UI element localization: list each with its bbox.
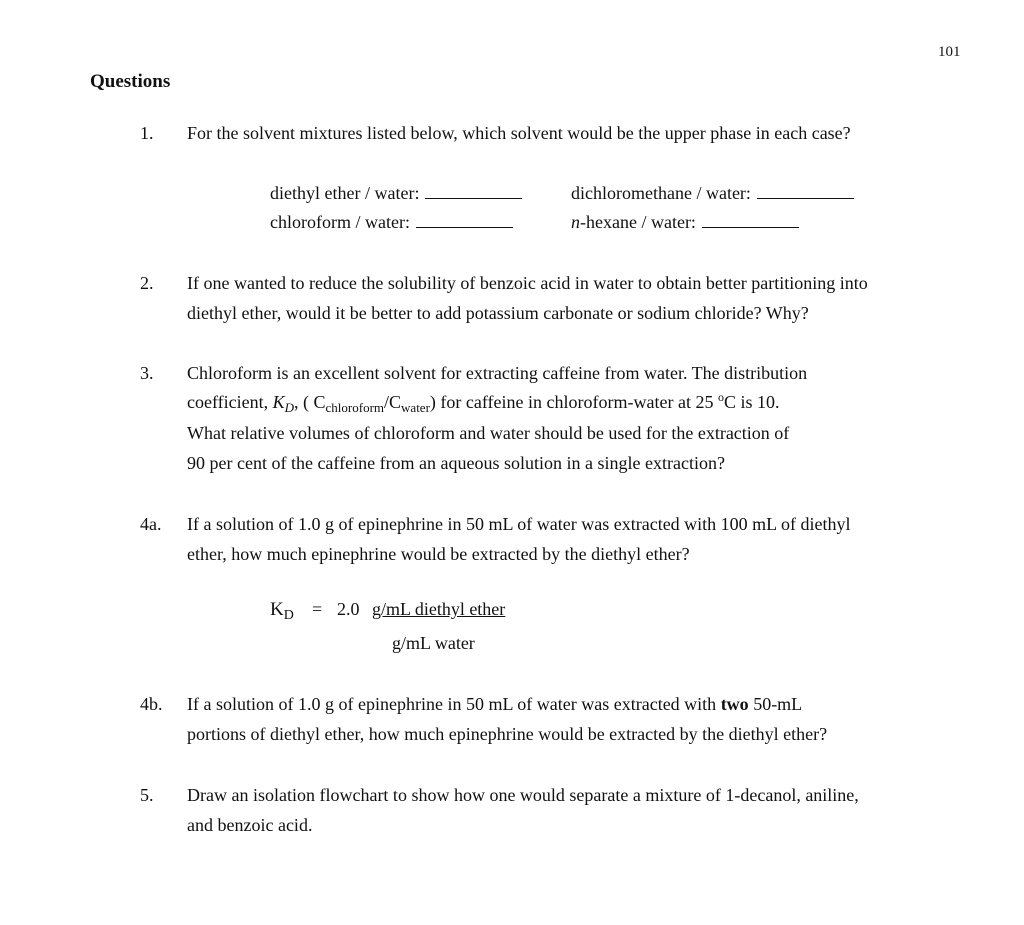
text-segment: 50-mL xyxy=(748,694,803,714)
answer-blank xyxy=(425,184,522,199)
water-subscript: water xyxy=(401,400,430,415)
kd-value: 2.0 xyxy=(337,599,360,619)
text-segment: /C xyxy=(384,392,402,412)
kd-subscript: D xyxy=(283,608,294,623)
pair-chloroform xyxy=(270,213,513,231)
answer-blank xyxy=(702,213,799,228)
question-4a-number: 4a. xyxy=(140,514,162,534)
kd-symbol: K xyxy=(272,392,285,412)
question-5-number: 5. xyxy=(140,785,154,805)
question-2-line: diethyl ether, would it be better to add potassium carbonate or sodium chloride? Why? xyxy=(187,303,809,323)
pair-chloroform-label: chloroform / water: xyxy=(270,212,410,232)
question-4b-line: portions of diethyl ether, how much epinephrine would be extracted by the diethyl ether? xyxy=(187,724,828,744)
question-3-line xyxy=(187,390,780,415)
text-segment: C is 10. xyxy=(723,392,780,412)
page-heading: Questions xyxy=(90,71,171,92)
answer-blank xyxy=(416,213,513,228)
text-segment: , ( C xyxy=(294,392,326,412)
chloroform-subscript: chloroform xyxy=(325,400,385,415)
degree-superscript: o xyxy=(717,390,724,404)
question-3-line: Chloroform is an excellent solvent for extracting caffeine from water. The distribution xyxy=(187,363,808,383)
text-segment: coefficient, xyxy=(187,392,273,412)
question-4a-line: ether, how much epinephrine would be extracted by the diethyl ether? xyxy=(187,544,690,564)
text-segment: ) for caffeine in chloroform-water at 25 xyxy=(429,392,718,412)
pair-dichloromethane xyxy=(571,184,854,202)
kd-subscript: D xyxy=(284,400,295,415)
pair-diethyl-ether xyxy=(270,184,522,202)
hexane-prefix: n xyxy=(571,212,580,232)
question-4a-line: If a solution of 1.0 g of epinephrine in 50 mL of water was extracted with 100 mL of diethyl xyxy=(187,514,851,534)
pair-dichloromethane-label: dichloromethane / water: xyxy=(571,183,751,203)
fraction-denominator: g/mL water xyxy=(392,633,475,653)
kd-symbol: K xyxy=(270,599,284,620)
question-2-number: 2. xyxy=(140,273,154,293)
fraction-numerator: g/mL diethyl ether xyxy=(372,599,506,619)
question-3-line: 90 per cent of the caffeine from an aqueous solution in a single extraction? xyxy=(187,453,725,473)
question-3-number: 3. xyxy=(140,363,154,383)
question-4b-number: 4b. xyxy=(140,694,163,714)
question-1-text: For the solvent mixtures listed below, which solvent would be the upper phase in each case? xyxy=(187,123,851,143)
question-3-line: What relative volumes of chloroform and water should be used for the extraction of xyxy=(187,423,790,443)
pair-hexane-label: -hexane / water: xyxy=(580,212,696,232)
page-number: 101 xyxy=(938,44,961,60)
question-5-line: and benzoic acid. xyxy=(187,815,313,835)
pair-diethyl-ether-label: diethyl ether / water: xyxy=(270,183,420,203)
pair-hexane xyxy=(571,213,799,231)
kd-equation-label xyxy=(270,599,294,623)
text-segment: If a solution of 1.0 g of epinephrine in 50 mL of water was extracted with xyxy=(187,694,721,714)
question-4b-line xyxy=(187,695,802,713)
question-2-line: If one wanted to reduce the solubility of benzoic acid in water to obtain better partitioning into xyxy=(187,273,868,293)
emphasis-two: two xyxy=(720,694,749,714)
question-5-line: Draw an isolation flowchart to show how one would separate a mixture of 1-decanol, aniline, xyxy=(187,785,859,805)
answer-blank xyxy=(757,184,854,199)
equals-sign: = xyxy=(312,599,323,619)
question-1-number: 1. xyxy=(140,123,154,143)
